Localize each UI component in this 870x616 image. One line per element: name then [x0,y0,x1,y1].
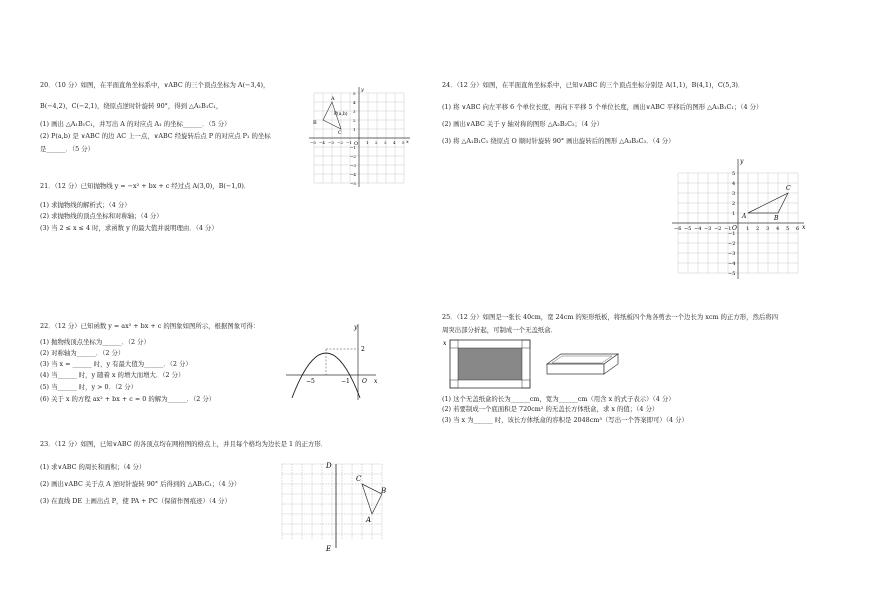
q24-fig-a: A [742,213,747,220]
q22-line-6: (5) 当______ 时，y > 0．（2 分） [40,383,138,391]
q20-fig-ytick: −2 [350,154,356,159]
q25-open-box-figure [544,350,624,380]
q24-fig-xtick: 5 [786,226,790,232]
q24-fig-ytick: 2 [732,201,736,207]
q24-fig-ytick: 3 [732,191,736,197]
q20-fig-ytick: 1 [353,127,356,132]
q20-fig-xtick: 5 [402,140,405,145]
q24-fig-ytick: −1 [728,231,736,237]
q24-fig-ytick: 1 [732,211,736,217]
q20-fig-ytick: −1 [350,145,356,150]
q24-fig-xtick: 3 [766,226,770,232]
q20-fig-xtick: −4 [319,140,325,145]
q20-line-4: (2) P(a,b) 是 ∨ABC 的边 AC 上一点，∨ABC 经旋转后点 P 的对应点 P₁ 的坐标 [40,132,271,140]
q20-fig-b: B [313,120,317,126]
q25-line-2: 周突出部分折起，可制成一个无盖纸盒． [442,326,558,334]
q24-fig-xtick: −4 [694,226,702,232]
q25-line-5: (3) 当 x 为______ 时，该长方体纸盒的容积是 2048cm³（写出一个答案即可）（4 分） [442,416,688,424]
q20-fig-xtick: 4 [393,140,396,145]
q20-line-5: 是______．（5 分） [40,145,95,153]
q24-fig-xtick: 1 [746,226,750,232]
q25-line-3: (1) 这个无盖纸盒的长为______cm，宽为______cm（用含 x 的式子表示）（4 分） [442,395,675,403]
q20-line-2: B(−4,2)，C(−2,1)，绕原点逆时针旋转 90°，得到 △A₁B₁C₁， [40,102,223,110]
q22-line-7: (6) 关于 x 的方程 ax² + bx + c = 0 的解为______．（2 分） [40,395,216,403]
q22-fig-x-label: x [374,378,378,385]
q20-fig-ytick: −5 [350,181,356,186]
q21-line-3: (2) 求抛物线的顶点坐标和对称轴；（4 分） [40,212,163,220]
q20-fig-xtick: −3 [328,140,334,145]
q22-parabola-figure [284,320,380,402]
q20-coordinate-figure [304,83,416,187]
q22-line-4: (3) 当 x = ______ 时，y 有最大值为______．（2 分） [40,360,192,368]
q24-fig-xtick: 2 [756,226,760,232]
q24-fig-ytick: −4 [728,261,736,267]
q22-line-2: (1) 抛物线顶点坐标为______．（2 分） [40,338,150,346]
q24-fig-xtick: −5 [684,226,692,232]
q20-fig-xtick: −5 [310,140,316,145]
q23-fig-b: B [381,487,387,495]
q20-fig-p: P(a,b) [334,112,348,117]
q24-line-1: 24．（12 分）如图，在平面直角坐标系中，已知∨ABC 的三个顶点坐标分别是 A(1,1)，B(4,1)，C(5,3)． [442,81,745,89]
q22-fig-tick-2: 2 [361,346,365,353]
q23-fig-d: D [326,462,332,470]
q24-fig-ytick: 4 [732,181,736,187]
q22-line-1: 22．（12 分）已知函数 y = ax² + bx + c 的图象如图所示，根据图象可得： [40,322,260,330]
q24-fig-origin: O [732,225,737,232]
q24-fig-b: B [774,215,779,222]
q20-fig-origin: O [354,141,359,147]
q24-fig-x-label: x [802,224,806,231]
q23-fig-a: A [366,516,372,524]
q20-fig-xtick: 2 [375,140,378,145]
q20-fig-x-label: x [406,139,409,145]
q24-fig-xtick: 4 [776,226,780,232]
q24-fig-c: C [786,185,791,192]
q20-fig-ytick: 4 [353,100,356,105]
q23-line-1: 23．（12 分）如图，已知∨ABC 的各顶点均在网格图的格点上，并且每个格均为边长是 1 的正方形． [40,440,328,448]
q23-line-4: (3) 在直线 DE 上画出点 P，使 PA + PC（保留作图痕迹）（4 分） [40,497,231,505]
q22-line-3: (2) 对称轴为______．（2 分） [40,349,125,357]
q22-line-5: (4) 当______ 时，y 随着 x 的增大而增大．（2 分） [40,371,185,379]
q20-fig-a: A [331,96,335,102]
q25-line-4: (2) 若要制成一个底面积是 720cm² 的无盖长方体纸盒，求 x 的值；（4 分） [442,405,659,413]
q20-fig-ytick: −4 [350,172,356,177]
q20-fig-xtick: 1 [366,140,369,145]
q24-fig-ytick: 5 [732,171,736,177]
q22-fig-y-label: y [354,324,358,331]
q24-fig-xtick: −1 [724,226,732,232]
q24-fig-y-label: y [740,158,744,165]
q24-line-4: (3) 将 △A₁B₁C₁ 绕原点 O 顺时针旋转 90° 画出旋转后的图形 △A₃B₃C₃．（4 分） [442,137,675,145]
q21-line-1: 21．（12 分）已知抛物线 y = −x² + bx + c 经过点 A(3,0)，B(−1,0)． [40,182,251,190]
q22-fig-tick-minus5: −5 [306,378,315,385]
q20-line-1: 20．（10 分）如图，在平面直角坐标系中，∨ABC 的三个顶点坐标为 A(−3,4)， [40,81,270,89]
q23-fig-c: C [356,475,362,483]
q20-fig-ytick: 5 [353,91,356,96]
q22-fig-tick-minus1: −1 [341,378,350,385]
q20-fig-xtick: 3 [384,140,387,145]
q24-fig-xtick: −2 [714,226,722,232]
q24-fig-ytick: −5 [728,271,736,277]
q20-fig-ytick: 2 [353,118,356,123]
q21-line-4: (3) 当 2 ≤ x ≤ 4 时，求函数 y 的最大值并说明理由．（4 分） [40,224,218,232]
q20-fig-ytick: 3 [353,109,356,114]
q24-fig-xtick: −6 [674,226,682,232]
q25-fig-x-label: x [443,340,447,347]
q20-line-3: (1) 画出 △A₁B₁C₁，并写出 A 的对应点 A₁ 的坐标______．（5 分） [40,120,231,128]
q20-fig-xtick: −1 [346,140,352,145]
q24-fig-ytick: −3 [728,251,736,257]
q21-line-2: (1) 求抛物线的解析式；（4 分） [40,201,131,209]
q25-line-1: 25．（12 分）如图是一张长 40cm，宽 24cm 的矩形纸板，将纸板四个角各剪去一个边长为 xcm 的正方形，然后将四 [442,313,779,321]
q23-grid-figure [276,458,388,554]
q24-line-2: (1) 将 ∨ABC 向左平移 6 个单位长度，再向下平移 5 个单位长度，画出∨ABC 平移后的图形 △A₁B₁C₁；（4 分） [442,103,763,111]
q24-line-3: (2) 画出∨ABC 关于 y 轴对称的图形 △A₂B₂C₂；（4 分） [442,120,603,128]
q24-coordinate-figure [668,153,808,283]
q20-fig-y-label: y [361,87,364,93]
q23-fig-e: E [326,545,332,553]
q22-fig-origin: O [362,378,367,385]
q23-line-2: (1) 求∨ABC 的周长和面积；（4 分） [40,463,146,471]
q20-fig-ytick: −3 [350,163,356,168]
q23-line-3: (2) 画出∨ABC 关于点 A 逆时针旋转 90° 后得到的 △AB₁C₁；（4 分） [40,480,241,488]
q24-fig-xtick: 6 [796,226,800,232]
q24-fig-ytick: −2 [728,241,736,247]
q20-fig-c: C [338,130,342,136]
q25-cardboard-figure [442,338,532,390]
q20-fig-xtick: −2 [337,140,343,145]
q24-fig-xtick: −3 [704,226,712,232]
